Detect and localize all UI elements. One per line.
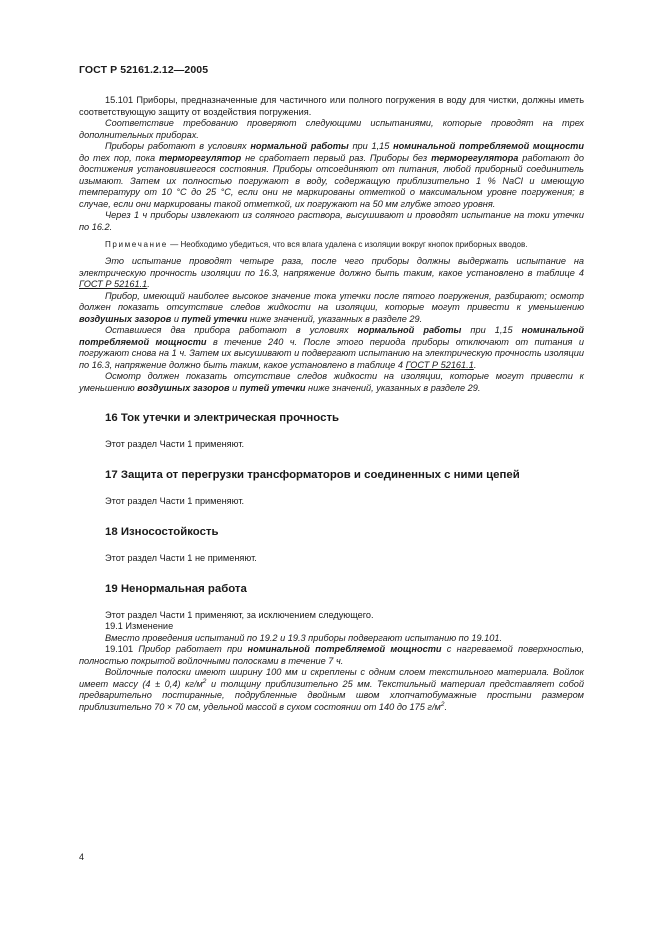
section-18-title: 18 Износостойкость — [105, 526, 219, 538]
section-17-title: 17 Защита от перегрузки трансформаторов и соединенных с ними цепей — [105, 469, 520, 481]
note-text: — Необходимо убедиться, что вся влага удалена с изоляции вокруг кнопок приборных вводов. — [167, 240, 528, 249]
paragraph-disassembly: Прибор, имеющий наиболее высокое значение тока утечки после пятого погружения, разбирают; осмотр должен показать отсутствие следов жидкости на изоляции, которые могут привести к уменьшению воздушных зазоров и путей утечки ниже значений, указанных в разделе 29. — [79, 290, 584, 324]
paragraph-19-101: 19.101 Прибор работает при номинальной потребляемой мощности с нагреваемой поверхностью, полностью покрытой войлочными полосками в течение 7 ч. — [79, 644, 585, 666]
term-rated-power: номинальной потребляемой мощности — [393, 141, 584, 151]
paragraph-after-1h: Через 1 ч приборы извлекают из соляного раствора, высушивают и проводят испытание на токи утечки по 16.2. — [79, 210, 584, 232]
term-thermostat-2: терморегулятора — [431, 152, 519, 163]
paragraph-15-101: 15.101 Приборы, предназначенные для частичного или полного погружения в воду для чистки, должны иметь соответствующую защиту от воздействия погружения. — [79, 95, 584, 117]
document-body — [79, 95, 584, 713]
section-19-1-title: 19.1 Изменение — [105, 621, 174, 631]
section-17-text: Этот раздел Части 1 применяют. — [105, 495, 245, 506]
section-16-text: Этот раздел Части 1 применяют. — [105, 438, 245, 449]
paragraph-test-procedure: Приборы работают в условиях нормальной работы при 1,15 номинальной потребляемой мощности до тех пор, пока терморегулятор не сработает первый раз. Приборы без терморегулятора работают до достижения установившегося состояния. Приборы отсоединяют от питания, любой приборный соединитель изымают. Затем их полностью погружают в воду, содержащую приблизительно 1 % NaCl и имеющую температуру от 10 °С до 25 °С, если они не маркированы отметкой о максимальном уровне погружения; в случае, если они маркированы такой отметкой, их погружают на 50 мм глубже этого уровня. — [79, 141, 584, 209]
note — [79, 239, 584, 250]
paragraph-four-times: Это испытание проводят четыре раза, после чего приборы должны выдержать испытание на электрическую прочность изоляции по 16.3, напряжение должно быть таким, какое установлено в таблице 4 ГОСТ Р 52161.1. — [79, 256, 584, 289]
term-clearances-2: воздушных зазоров — [137, 382, 230, 393]
term-normal-operation: нормальной работы — [250, 141, 349, 151]
term-rated-power-3: номинальной потребляемой мощности — [247, 644, 442, 654]
paragraph-test-intro: Соответствие требованию проверяют следующими испытаниями, которые проводят на трех дополнительных приборах. — [79, 118, 584, 140]
section-19-text: Этот раздел Части 1 применяют, за исключением следующего. — [105, 609, 374, 620]
paragraph-remaining-two: Оставшиеся два прибора работают в условиях нормальной работы при 1,15 номинальной потребляемой мощности в течение 240 ч. После этого периода приборы отключают от питания и погружают снова на 1 ч. Затем их высушивают и подвергают испытанию на электрическую прочность изоляции по 16.3, напряжение должно быть таким, какое установлено в таблице 4 ГОСТ Р 52161.1. — [79, 325, 585, 370]
document-header: ГОСТ Р 52161.2.12—2005 — [79, 64, 209, 76]
term-normal-operation-2: нормальной работы — [357, 325, 462, 335]
section-18-text: Этот раздел Части 1 не применяют. — [105, 552, 257, 563]
paragraph-inspection: Осмотр должен показать отсутствие следов жидкости на изоляции, которые могут привести к уменьшению воздушных зазоров и путей утечки ниже значений, указанных в разделе 29. — [79, 371, 584, 393]
term-rated-power-2: номинальной потребляемой мощности — [79, 325, 584, 347]
section-19-title: 19 Ненормальная работа — [105, 583, 247, 595]
term-thermostat: терморегулятор — [159, 152, 242, 163]
reference-link-2[interactable]: ГОСТ Р 52161.1 — [405, 359, 474, 370]
term-clearances: воздушных зазоров — [79, 313, 172, 324]
note-label: Примечание — [105, 240, 168, 249]
section-16-title: 16 Ток утечки и электрическая прочность — [105, 412, 340, 424]
reference-link[interactable]: ГОСТ Р 52161.1 — [79, 279, 148, 289]
paragraph-felt-strips: Войлочные полоски имеют ширину 100 мм и скреплены с одним слоем текстильного материала. Войлок имеет массу (4 ± 0,4) $кг/м^2$ и толщину приблизительно 25 мм. Текстильный материал представляет собой предварительно постиранные, подрубленные двойным швом хлопчатобумажные простыни размером приблизительно 70 × 70 см, удельной массой в сухом состоянии от 140 до 175 $г/м^2$. — [79, 667, 584, 712]
term-creepage-2: путей утечки — [239, 382, 306, 393]
term-creepage: путей утечки — [181, 313, 248, 324]
page-number: 4 — [79, 852, 85, 862]
section-19-1-text: Вместо проведения испытаний по 19.2 и 19.3 приборы подвергают испытанию по 19.101. — [105, 632, 503, 643]
